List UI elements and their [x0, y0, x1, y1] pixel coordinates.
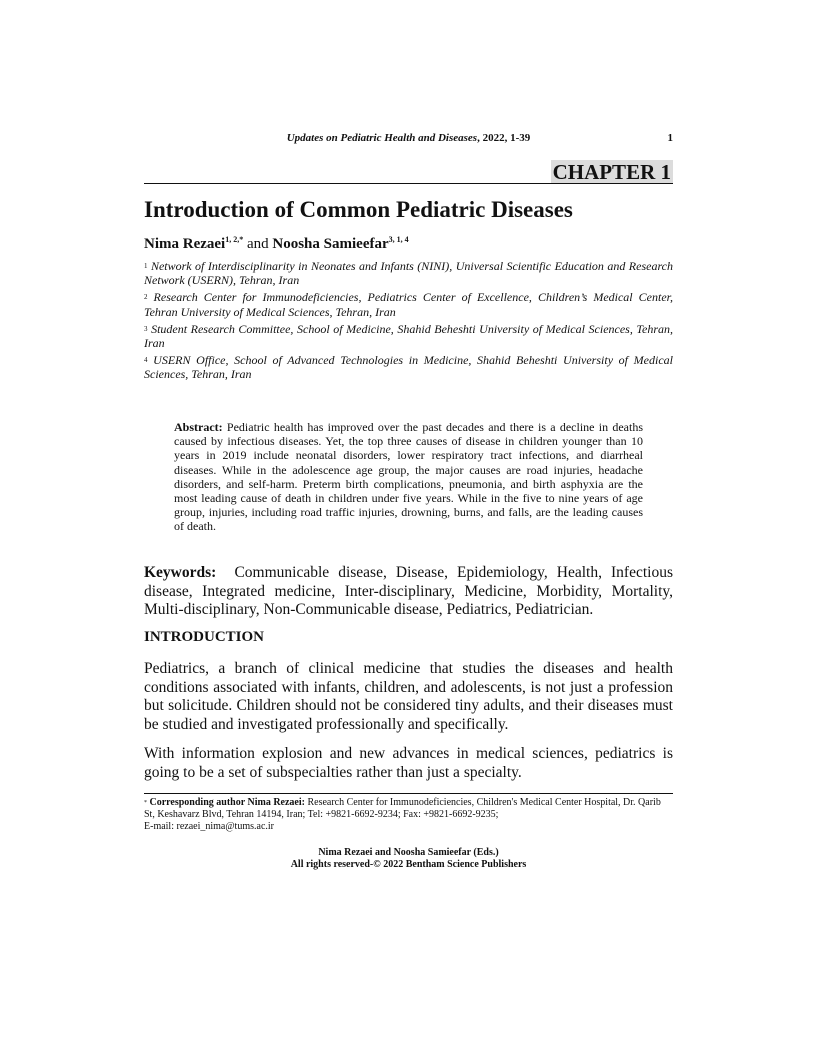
affiliation	[144, 290, 673, 318]
footnote-rule	[144, 793, 673, 794]
footnote-email: E-mail: rezaei_nima@tums.ac.ir	[144, 821, 274, 832]
affiliation-number: 4	[144, 356, 148, 365]
header-rule	[144, 183, 673, 184]
page-number: 1	[667, 132, 673, 144]
citation: , 2022, 1-39	[477, 132, 531, 144]
affiliation	[144, 322, 673, 350]
author-conjunction: and	[243, 236, 273, 252]
paragraph: With information explosion and new advances in medical sciences, pediatrics is going to be a set of subspecialties rather than just a specialty.	[144, 745, 673, 781]
affiliation-number: 3	[144, 324, 148, 333]
author-2-affil: 3, 1, 4	[388, 235, 409, 244]
affiliation-text: Student Research Committee, School of Medicine, Shahid Beheshti University of Medical Sciences, Tehran, Iran	[144, 321, 673, 351]
journal-name: Updates on Pediatric Health and Diseases	[286, 132, 478, 144]
keywords	[144, 564, 677, 620]
footnote	[144, 797, 673, 833]
editors-line: Nima Rezaei and Noosha Samieefar (Eds.)	[318, 847, 499, 858]
author-1-affil: 1, 2,*	[225, 235, 244, 244]
paragraph: Pediatrics, a branch of clinical medicine that studies the diseases and health conditions associated with infants, children, and adolescents, is not just a profession but solicitude. Children should not be considered tiny adults, and their diseases must be studied and investigated professionally and specifically.	[144, 660, 673, 733]
rights-line: All rights reserved-© 2022 Bentham Science Publishers	[290, 859, 527, 870]
abstract-label: Abstract:	[174, 420, 223, 434]
credits	[144, 847, 673, 871]
abstract-text: Pediatric health has improved over the past decades and there is a decline in deaths caused by infectious diseases. Yet, the top three causes of disease in children younger than 10 years in 2019 include neonatal disorders, lower respiratory tract infections, and diarrheal diseases. While in the adolescence age group, the major causes are road injuries, headache disorders, and self-harm. Preterm birth complications, pneumonia, and birth asphyxia are the most leading cause of death in children under five years. While in the five to nine years of age group, injuries, including road traffic injuries, drowning, burns, and falls, are the leading causes of death.	[174, 420, 643, 534]
footnote-label: Corresponding author Nima Rezaei:	[147, 797, 305, 808]
affiliation-text: USERN Office, School of Advanced Technologies in Medicine, Shahid Beheshti University of Medical Sciences, Tehran, Iran	[144, 353, 673, 382]
footnote-text: Research Center for Immunodeficiencies, Children's Medical Center Hospital, Dr. Qarib St, Keshavarz Blvd, Tehran 14194, Iran; Tel: +9821-6692-9234; Fax: +9821-6692-9235;	[144, 797, 661, 820]
affiliation-number: 1	[144, 262, 148, 270]
keywords-text: Communicable disease, Disease, Epidemiology, Health, Infectious disease, Integrated medicine, Inter-disciplinary, Medicine, Morbidity, Mortality, Multi-disciplinary, Non-Communicable disease, Pediatrics, Pediatrician.	[144, 564, 677, 618]
abstract	[174, 420, 643, 534]
chapter-label: CHAPTER 1	[552, 160, 671, 184]
article-title: Introduction of Common Pediatric Diseases	[144, 197, 573, 222]
author-2: Noosha Samieefar	[272, 236, 389, 252]
author-1: Nima Rezaei	[144, 236, 226, 252]
section-heading: INTRODUCTION	[144, 629, 265, 645]
affiliation-text: Research Center for Immunodeficiencies, Pediatrics Center of Excellence, Children’s Medical Center, Tehran University of Medical Sciences, Tehran, Iran	[144, 290, 673, 319]
affiliation-text: Network of Interdisciplinarity in Neonates and Infants (NINI), Universal Scientific Education and Research Network (USERN), Tehran, Iran	[144, 259, 673, 288]
affiliation-number: 2	[144, 293, 148, 302]
affiliation	[144, 259, 673, 287]
affiliation	[144, 353, 673, 381]
author-line	[144, 236, 409, 253]
keywords-label: Keywords:	[144, 564, 217, 581]
affiliations	[144, 259, 673, 385]
footnote-marker: *	[144, 800, 147, 806]
